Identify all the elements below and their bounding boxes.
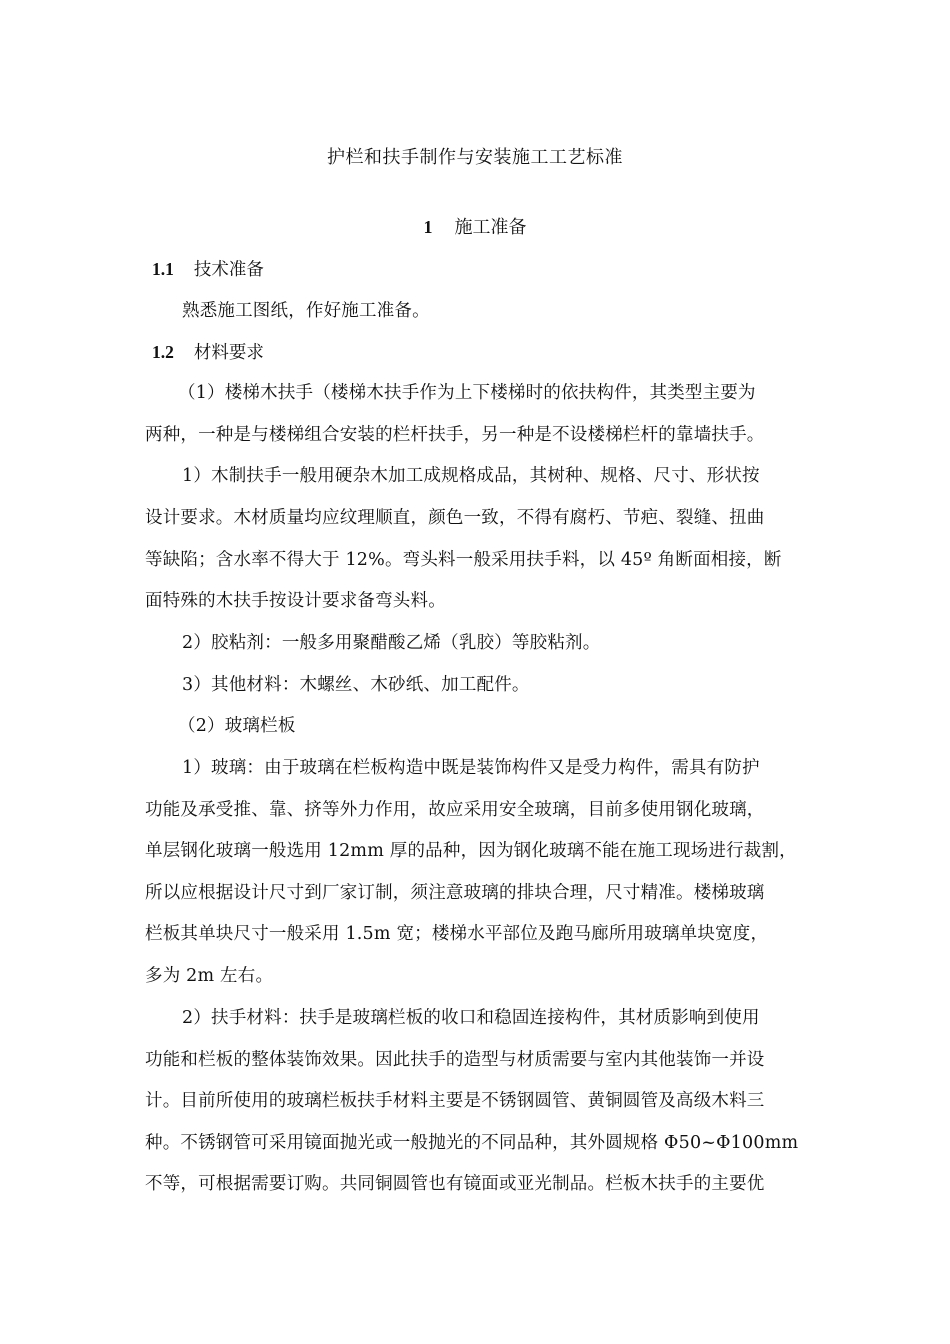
paragraph-line: 单层钢化玻璃一般选用 12mm 厚的品种，因为钢化玻璃不能在施工现场进行裁割， <box>145 841 797 861</box>
section-heading <box>0 213 950 239</box>
section-title: 施工准备 <box>454 217 527 238</box>
paragraph-line: 设计要求。木材质量均应纹理顺直，颜色一致，不得有腐朽、节疤、裂缝、扭曲 <box>145 508 765 528</box>
paragraph-line: 不等，可根据需要订购。共同铜圆管也有镜面或亚光制品。栏板木扶手的主要优 <box>145 1174 765 1194</box>
paragraph-line: 计。目前所使用的玻璃栏板扶手材料主要是不锈钢圆管、黄铜圆管及高级木料三 <box>145 1091 765 1111</box>
paragraph-line: 1）玻璃：由于玻璃在栏板构造中既是装饰构件又是受力构件，需具有防护 <box>182 758 760 778</box>
paragraph-line: 种。不锈钢管可采用镜面抛光或一般抛光的不同品种，其外圆规格 Φ50~Φ100mm <box>145 1133 799 1153</box>
subsection-title: 技术准备 <box>193 260 264 280</box>
paragraph-line: 2）胶粘剂：一般多用聚醋酸乙烯（乳胶）等胶粘剂。 <box>182 633 601 653</box>
paragraph-line: 栏板其单块尺寸一般采用 1.5m 宽；楼梯水平部位及跑马廊所用玻璃单块宽度， <box>145 924 769 944</box>
subsection-heading-1-2 <box>152 339 264 364</box>
paragraph-line: 1）木制扶手一般用硬杂木加工成规格成品，其树种、规格、尺寸、形状按 <box>182 466 760 486</box>
paragraph-line: 熟悉施工图纸，作好施工准备。 <box>182 301 430 321</box>
paragraph-line: 多为 2m 左右。 <box>145 966 274 986</box>
paragraph-line: 面特殊的木扶手按设计要求备弯头料。 <box>145 591 446 611</box>
paragraph-line: 功能及承受推、靠、挤等外力作用，故应采用安全玻璃，目前多使用钢化玻璃， <box>145 800 765 820</box>
subsection-number: 1.1 <box>152 259 174 279</box>
subsection-number: 1.2 <box>152 342 174 362</box>
document-title: 护栏和扶手制作与安装施工工艺标准 <box>327 147 623 168</box>
paragraph-line: 3）其他材料：木螺丝、木砂纸、加工配件。 <box>182 675 530 695</box>
paragraph-line: 所以应根据设计尺寸到厂家订制，须注意玻璃的排块合理，尺寸精准。楼梯玻璃 <box>145 883 765 903</box>
subsection-title: 材料要求 <box>193 343 264 363</box>
paragraph-line: 两种，一种是与楼梯组合安装的栏杆扶手，另一种是不设楼梯栏杆的靠墙扶手。 <box>145 425 765 445</box>
section-number: 1 <box>423 217 433 237</box>
paragraph-line: 2）扶手材料：扶手是玻璃栏板的收口和稳固连接构件，其材质影响到使用 <box>182 1008 760 1028</box>
paragraph-line: 功能和栏板的整体装饰效果。因此扶手的造型与材质需要与室内其他装饰一并设 <box>145 1050 765 1070</box>
paragraph-line: 等缺陷；含水率不得大于 12%。弯头料一般采用扶手料，以 45º 角断面相接，断 <box>145 550 782 570</box>
subsection-heading-1-1 <box>152 256 264 281</box>
paragraph-line: （2）玻璃栏板 <box>178 716 296 736</box>
paragraph-line: （1）楼梯木扶手（楼梯木扶手作为上下楼梯时的依扶构件，其类型主要为 <box>178 383 756 403</box>
